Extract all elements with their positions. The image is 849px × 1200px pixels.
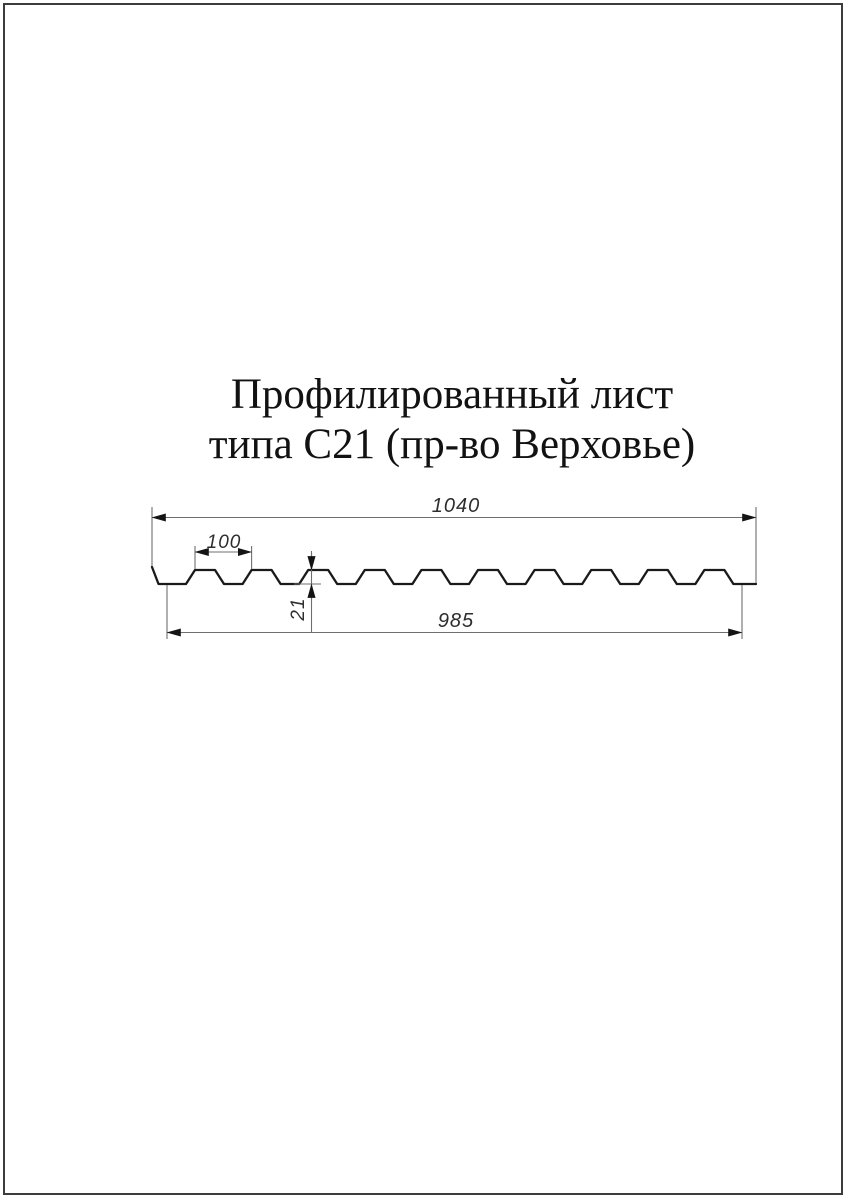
- title-line-1: Профилированный лист: [230, 371, 674, 418]
- dim-pitch: [195, 532, 252, 569]
- dim-pitch-value: 100: [206, 532, 242, 553]
- dim-height: [288, 551, 321, 633]
- dim-useful-width: [167, 585, 742, 639]
- profile-outline: [152, 567, 756, 584]
- dim-height-value: 21: [288, 597, 309, 621]
- title-line-2: типа С21 (пр-во Верховье): [208, 421, 696, 468]
- dim-useful-width-value: 985: [437, 610, 475, 632]
- dim-overall-width-value: 1040: [431, 495, 481, 517]
